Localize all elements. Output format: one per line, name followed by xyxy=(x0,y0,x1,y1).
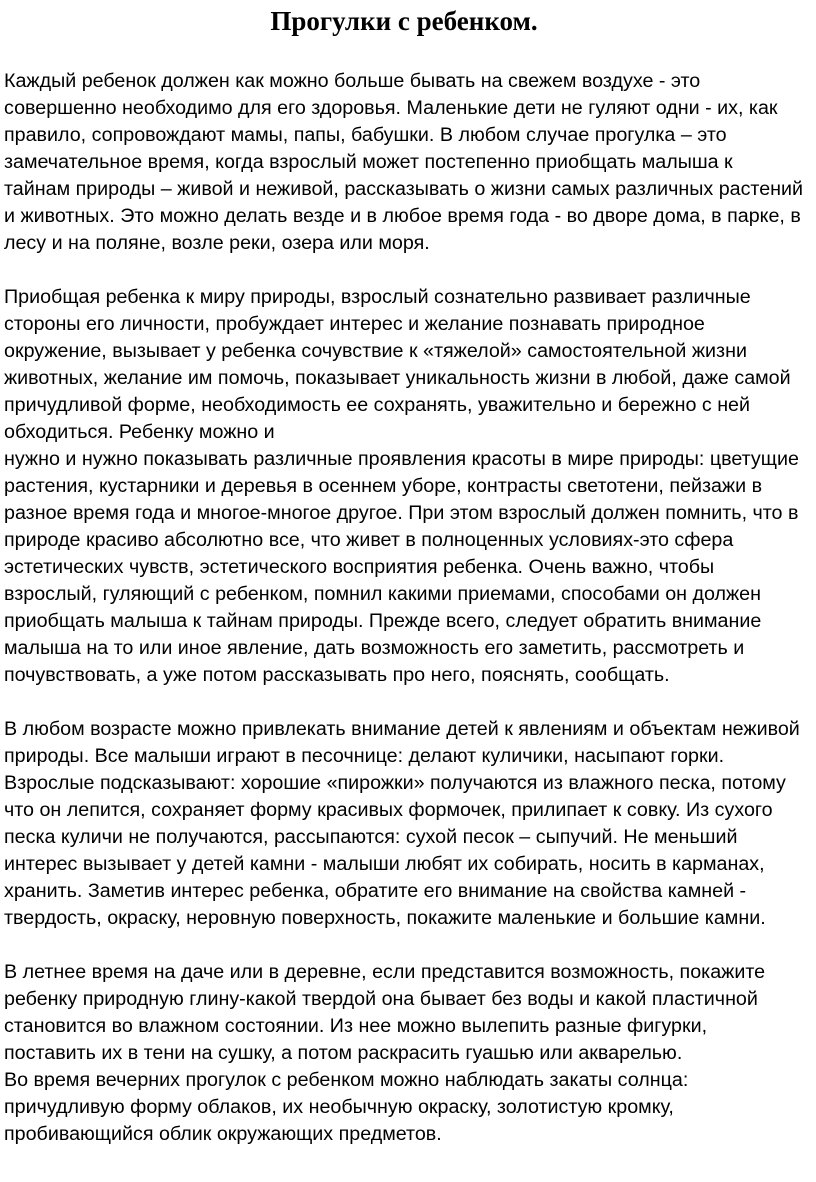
page-title: Прогулки с ребенком. xyxy=(270,6,538,36)
paragraph-spacer xyxy=(4,257,804,284)
paragraph-spacer xyxy=(4,689,804,716)
paragraph-nature-beauty: нужно и нужно показывать различные проявления красоты в мире природы: цветущие растения, кустарники и деревья в осеннем уборе, контрасты светотени, пейзажи в разное время года и многое-многое другое. При этом взрослый должен помнить, что в природе красиво абсолютно все, что живет в полноценных условиях-это сфера эстетических чувств, эстетического восприятия ребенка. Очень важно, чтобы взрослый, гуляющий с ребенком, помнил какими приемами, способами он должен приобщать малыша к тайнам природы. Прежде всего, следует обратить внимание малыша на то или иное явление, дать возможность его заметить, рассмотреть и почувствовать, а уже потом рассказывать про него, пояснять, сообщать. xyxy=(4,448,799,686)
paragraph-sunsets: Во время вечерних прогулок с ребенком можно наблюдать закаты солнца: причудливую форму облаков, их необычную окраску, золотистую кромку, пробивающийся облик окружающих предметов. xyxy=(4,1069,689,1145)
paragraph-spacer xyxy=(4,932,804,959)
paragraph-nature-introduction: Приобщая ребенка к миру природы, взрослый сознательно развивает различные стороны его личности, пробуждает интерес и желание познавать природное окружение, вызывает у ребенка сочувствие к «тяжелой» самостоятельной жизни животных, желание им помочь, показывает уникальность жизни в любой, даже самой причудливой форме, необходимость ее сохранять, уважительно и бережно с ней обходиться. Ребенку можно и xyxy=(4,286,791,443)
paragraph-inanimate-nature: В любом возрасте можно привлекать внимание детей к явлениям и объектам неживой природы. Все малыши играют в песочнице: делают куличики, насыпают горки. Взрослые подсказывают: хорошие «пирожки» получаются из влажного песка, потому что он лепится, сохраняет форму красивых формочек, прилипает к совку. Из сухого песка куличи не получаются, рассыпаются: сухой песок – сыпучий. Не меньший интерес вызывает у детей камни - малыши любят их собирать, носить в карманах, хранить. Заметив интерес ребенка, обратите его внимание на свойства камней - твердость, окраску, неровную поверхность, покажите маленькие и большие камни. xyxy=(4,718,800,929)
paragraph-clay: В летнее время на даче или в деревне, если представится возможность, покажите ребенку природную глину-какой твердой она бывает без воды и какой пластичной становится во влажном состоянии. Из нее можно вылепить разные фигурки, поставить их в тени на сушку, а потом раскрасить гуашью или акварелью. xyxy=(4,961,766,1064)
document-body xyxy=(4,68,804,1148)
paragraph-outdoor-walks: Каждый ребенок должен как можно больше бывать на свежем воздухе - это совершенно необходимо для его здоровья. Маленькие дети не гуляют одни - их, как правило, сопровождают мамы, папы, бабушки. В любом случае прогулка – это замечательное время, когда взрослый может постепенно приобщать малыша к тайнам природы – живой и неживой, рассказывать о жизни самых различных растений и животных. Это можно делать везде и в любое время года - во дворе дома, в парке, в лесу и на поляне, возле реки, озера или моря. xyxy=(4,70,804,254)
